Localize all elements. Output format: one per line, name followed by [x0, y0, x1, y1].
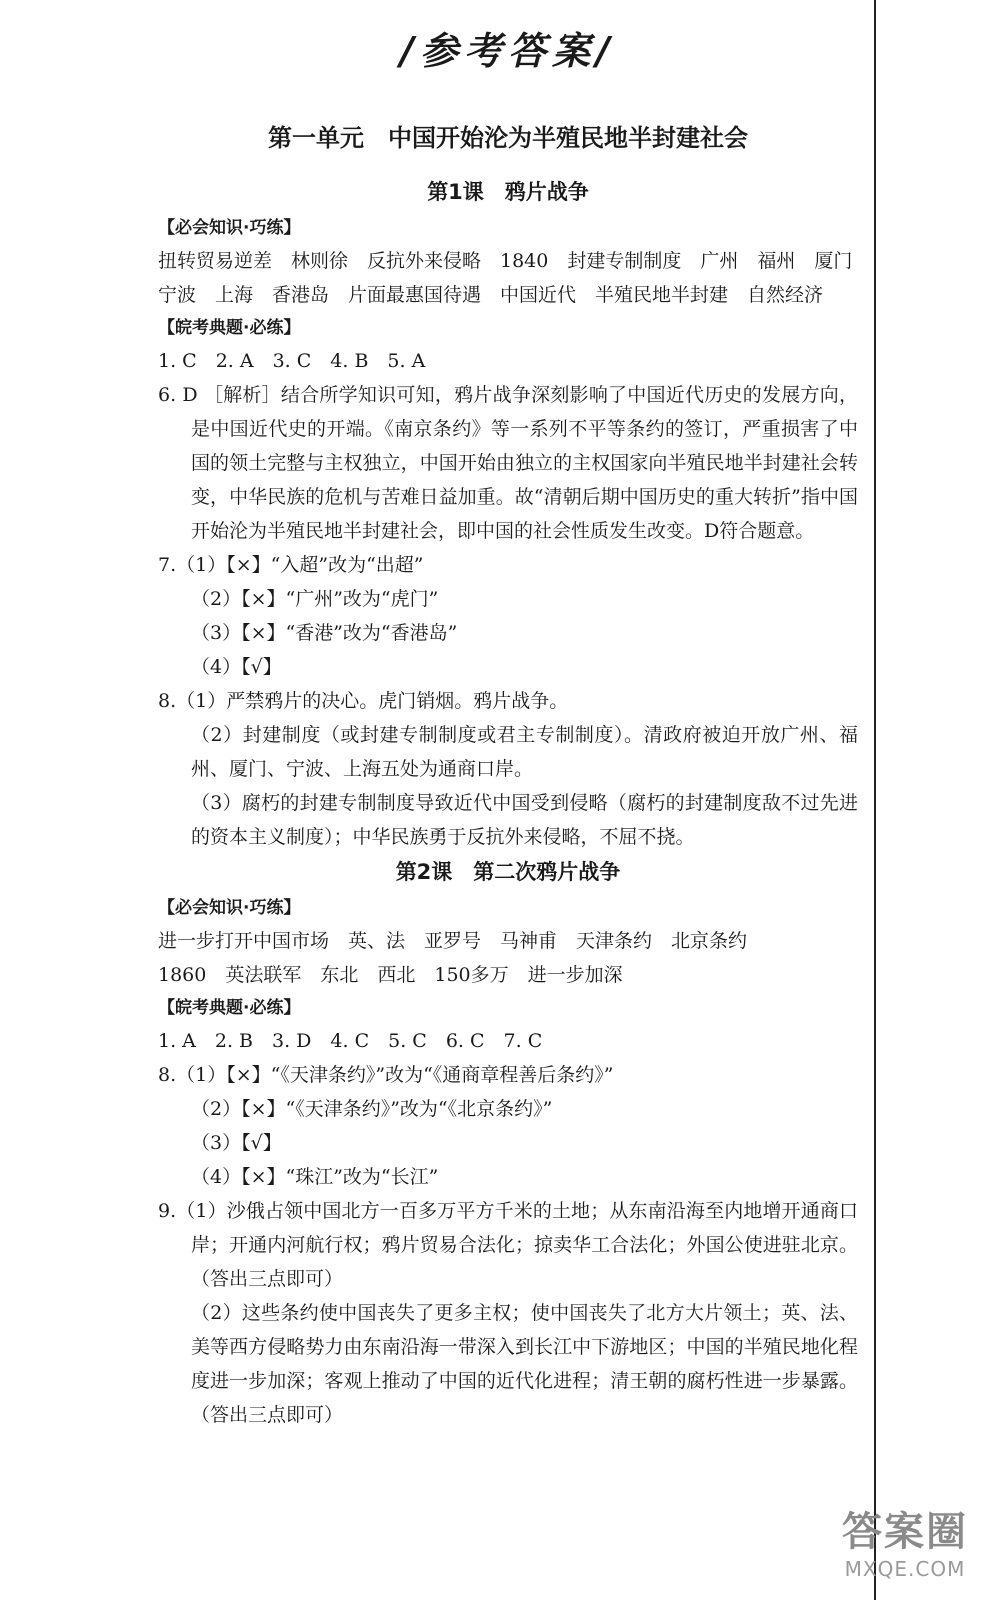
lesson-2-answers-1-7: 1. A 2. B 3. D 4. C 5. C 6. C 7. C	[158, 1030, 543, 1052]
lesson-2-exam-head: 【皖考典题·必练】	[158, 998, 301, 1018]
watermark-logo	[810, 1500, 1000, 1581]
lesson-2-answer-8-4: （4）【×】“珠江”改为“长江”	[191, 1166, 439, 1188]
lesson-1-answer-8-3: （3）腐朽的封建专制制度导致近代中国受到侵略（腐朽的封建制度敌不过先进的资本主义制度）；中华民族勇于反抗外来侵略，不屈不挠。	[191, 792, 858, 848]
lesson-1-title: 第1课 鸦片战争	[427, 180, 589, 204]
lesson-1-answer-8-1: 8.（1）严禁鸦片的决心。虎门销烟。鸦片战争。	[158, 690, 569, 712]
lesson-2-answer-9-2: （2）这些条约使中国丧失了更多主权；使中国丧失了北方大片领土；英、法、美等西方侵略势力由东南沿海一带深入到长江中下游地区；中国的半殖民地化程度进一步加深；客观上推动了中国的近代化进程；清王朝的腐朽性进一步暴露。（答出三点即可）	[191, 1302, 858, 1426]
lesson-1-answers-1-5: 1. C 2. A 3. C 4. B 5. A	[158, 350, 426, 372]
lesson-1-knowledge-terms: 扭转贸易逆差 林则徐 反抗外来侵略 1840 封建专制制度 广州 福州 厦门 宁波 上海 香港岛 片面最惠国待遇 中国近代 半殖民地半封建 自然经济	[158, 250, 872, 306]
lesson-2-answer-8-1: 8.（1）【×】“《天津条约》”改为“《通商章程善后条约》”	[158, 1064, 614, 1086]
answer-page	[158, 26, 872, 1432]
lesson-1-exam-head: 【皖考典题·必练】	[158, 318, 301, 338]
watermark-title: 答案圈	[842, 1509, 968, 1555]
lesson-2-title: 第2课 第二次鸦片战争	[395, 860, 621, 884]
lesson-2-knowledge-terms-line1: 进一步打开中国市场 英、法 亚罗号 马神甫 天津条约 北京条约	[158, 930, 748, 952]
lesson-2-answer-8-2: （2）【×】“《天津条约》”改为“《北京条约》”	[191, 1098, 553, 1120]
page-right-rule	[874, 0, 876, 1600]
lesson-1-answer-7-4: （4）【√】	[191, 656, 282, 678]
lesson-1	[158, 174, 872, 854]
lesson-2	[158, 854, 858, 1432]
watermark-url: MXQE.COM	[844, 1557, 966, 1581]
page-banner: /参考答案/	[400, 29, 616, 73]
lesson-1-answer-8-2: （2）封建制度（或封建专制制度或君主专制制度）。清政府被迫开放广州、福州、厦门、宁波、上海五处为通商口岸。	[191, 724, 858, 780]
lesson-1-answer-7-3: （3）【×】“香港”改为“香港岛”	[191, 622, 458, 644]
unit-title: 第一单元 中国开始沦为半殖民地半封建社会	[268, 124, 748, 152]
lesson-1-knowledge-head: 【必会知识·巧练】	[158, 218, 301, 238]
lesson-2-answer-8-3: （3）【√】	[191, 1132, 282, 1154]
lesson-1-answer-6: 6. D ［解析］结合所学知识可知，鸦片战争深刻影响了中国近代历史的发展方向，是中国近代史的开端。《南京条约》等一系列不平等条约的签订，严重损害了中国的领土完整与主权独立，中国开始由独立的主权国家向半殖民地半封建社会转变，中华民族的危机与苦难日益加重。故“清朝后期中国历史的重大转折”指中国开始沦为半殖民地半封建社会，即中国的社会性质发生改变。D符合题意。	[158, 384, 858, 542]
lesson-2-answer-9-1: 9.（1）沙俄占领中国北方一百多万平方千米的土地；从东南沿海至内地增开通商口岸；开通内河航行权；鸦片贸易合法化；掠卖华工合法化；外国公使进驻北京。（答出三点即可）	[158, 1200, 858, 1290]
lesson-2-knowledge-head: 【必会知识·巧练】	[158, 898, 301, 918]
lesson-1-answer-7-2: （2）【×】“广州”改为“虎门”	[191, 588, 439, 610]
lesson-1-answer-7-1: 7.（1）【×】“入超”改为“出超”	[158, 554, 424, 576]
lesson-2-knowledge-terms-line2: 1860 英法联军 东北 西北 150多万 进一步加深	[158, 964, 623, 986]
